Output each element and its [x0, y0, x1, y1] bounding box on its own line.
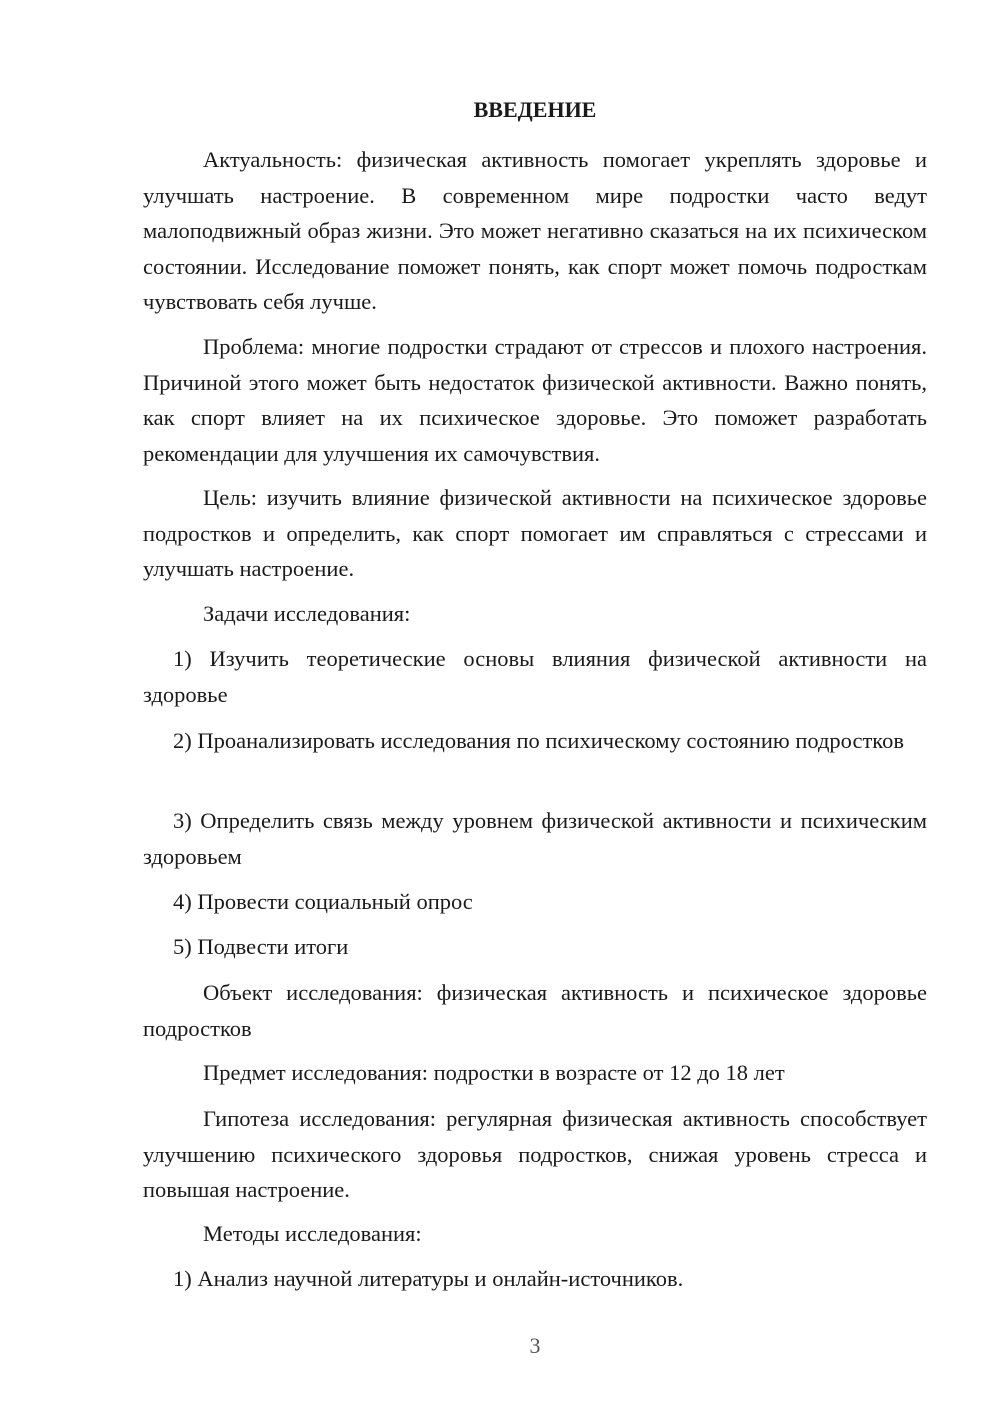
- section-heading: ВВЕДЕНИЕ: [473, 97, 597, 122]
- relevance-paragraph: Актуальность: физическая активность помогает укреплять здоровье и улучшать настроение. В современном мире подростки часто ведут малоподвижный образ жизни. Это может негативно сказаться на их психическом состоянии. Исследование поможет понять, как спорт может помочь подросткам чувствовать себя лучше.: [143, 147, 927, 314]
- method-item-1: 1) Анализ научной литературы и онлайн-источников.: [173, 1266, 684, 1291]
- task-item-5: 5) Подвести итоги: [173, 934, 349, 959]
- methods-title: Методы исследования:: [203, 1221, 422, 1246]
- object-paragraph: Объект исследования: физическая активность и психическое здоровье подростков: [143, 980, 927, 1041]
- hypothesis-paragraph: Гипотеза исследования: регулярная физическая активность способствует улучшению психического здоровья подростков, снижая уровень стресса и повышая настроение.: [143, 1106, 927, 1202]
- task-item-2: 2) Проанализировать исследования по психическому состоянию подростков: [173, 728, 904, 753]
- task-item-3: 3) Определить связь между уровнем физической активности и психическим здоровьем: [143, 808, 927, 869]
- task-item-4: 4) Провести социальный опрос: [173, 889, 473, 914]
- goal-paragraph: Цель: изучить влияние физической активности на психическое здоровье подростков и определить, как спорт помогает им справляться с стрессами и улучшать настроение.: [143, 485, 927, 581]
- task-item-1: 1) Изучить теоретические основы влияния физической активности на здоровье: [143, 646, 927, 707]
- problem-paragraph: Проблема: многие подростки страдают от стрессов и плохого настроения. Причиной этого может быть недостаток физической активности. Важно понять, как спорт влияет на их психическое здоровье. Это поможет разработать рекомендации для улучшения их самочувствия.: [143, 334, 927, 466]
- page-number: 3: [529, 1333, 541, 1358]
- subject-paragraph: Предмет исследования: подростки в возрасте от 12 до 18 лет: [203, 1060, 785, 1085]
- tasks-title: Задачи исследования:: [203, 601, 411, 626]
